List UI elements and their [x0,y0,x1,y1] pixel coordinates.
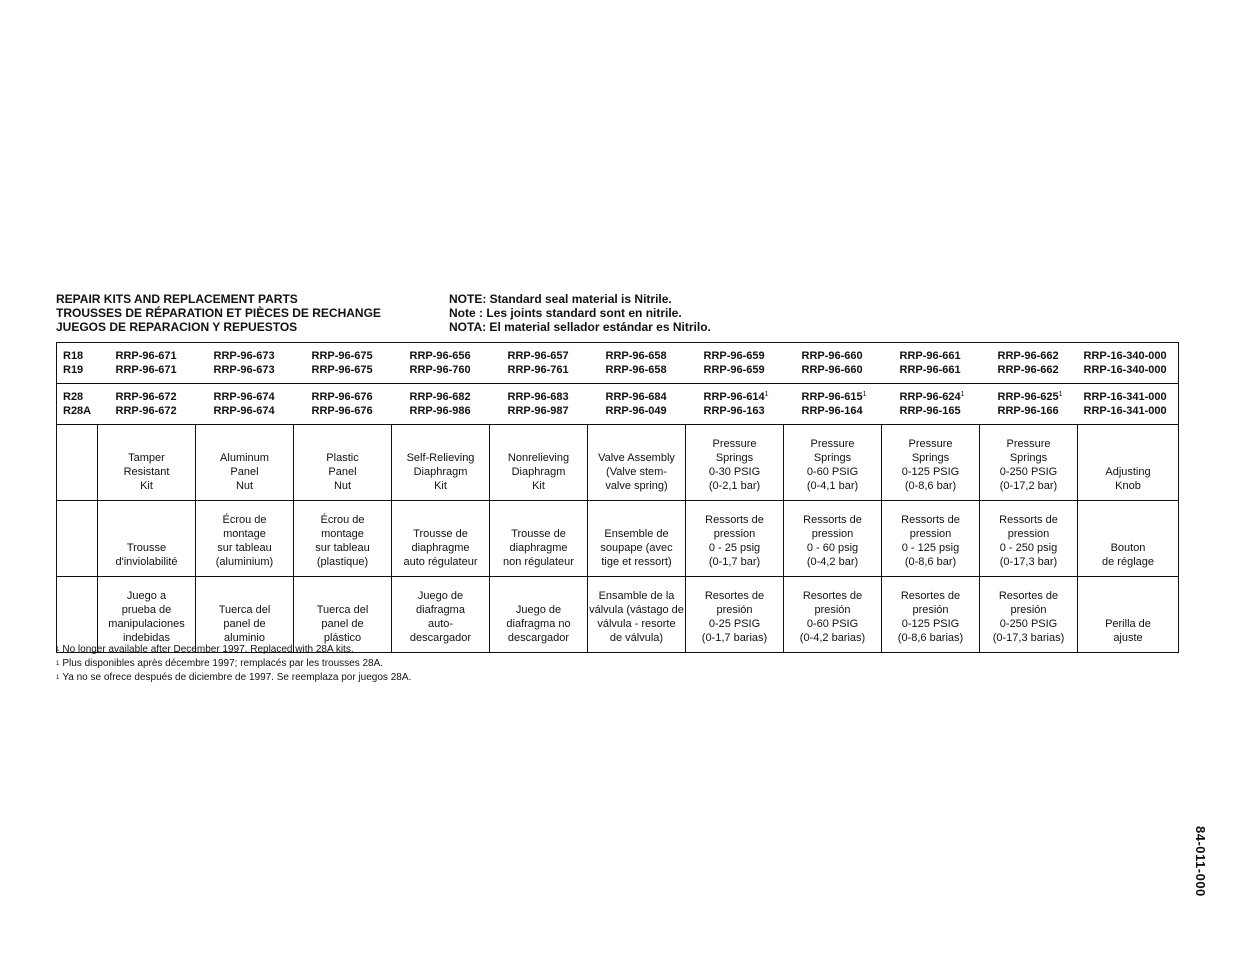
description-line: válvula (vástago de [589,604,684,616]
part-number-cell [784,343,882,384]
description-line: (0-8,6 bar) [904,480,957,492]
description-cell [784,425,882,501]
part-number-line [410,404,490,418]
kit-row [57,343,1179,384]
description-cell [588,425,686,501]
part-number-line [900,363,980,377]
description-line: Aluminum [220,452,269,464]
part-number: RRP-96-671 [115,364,177,376]
description-row-spanish [57,577,1179,653]
footnote-spanish [56,671,411,685]
description-line: (0-2,1 bar) [708,480,761,492]
footnote-reference: 1 [960,391,965,398]
seal-notes [449,292,711,334]
section-headings [56,292,381,334]
description-cell [196,577,294,653]
part-number-cell [882,343,980,384]
blank-cell [57,501,98,577]
description-line: Diaphragm [413,466,468,478]
model-label: R28 [63,391,84,403]
part-number: RRP-96-671 [115,350,177,362]
description-line: Juego de [515,604,562,616]
part-number: RRP-96-165 [899,405,961,417]
part-number-cell [196,343,294,384]
footnote-french [56,657,411,671]
part-number: RRP-96-675 [311,350,373,362]
part-number-line [508,349,588,363]
description-line: indebidas [122,632,171,644]
part-number: RRP-96-615 [801,391,863,403]
part-number-cell [686,343,784,384]
part-number-line [116,363,196,377]
description-line: 0-250 PSIG [999,618,1058,630]
part-number-line [802,404,882,418]
description-line: soupape (avec [600,542,673,554]
description-line: Tamper [128,452,165,464]
description-line: Trousse de [511,528,566,540]
description-cell [294,501,392,577]
part-number-cell [1078,384,1179,425]
description-line: Self-Relieving [406,452,475,464]
heading-french: TROUSSES DE RÉPARATION ET PIÈCES DE RECHANGE [56,306,381,320]
description-line: Tuerca del [316,604,369,616]
description-line: Kit [434,480,447,492]
model-label: R19 [63,364,84,376]
description-line: valve spring) [605,480,668,492]
part-number-line [606,349,686,363]
part-number-cell [490,384,588,425]
description-line: diafragma [416,604,465,616]
part-number-line [606,390,686,404]
description-line: 0 - 60 psig [806,542,859,554]
part-number-line [704,390,784,404]
description-line: plástico [323,632,362,644]
description-line: (0-4,1 bar) [806,480,859,492]
part-number-line [900,390,980,404]
part-number-line [998,349,1078,363]
kit-row [57,384,1179,425]
part-number-line [214,349,294,363]
description-line: Écrou de [320,514,365,526]
description-line: 0-25 PSIG [708,618,761,630]
description-line: Pressure [712,438,757,450]
description-line: manipulaciones [108,618,185,630]
description-line: Resortes de [900,590,961,602]
part-number-line [704,404,784,418]
description-line: panel de [321,618,364,630]
description-line: 0 - 250 psig [999,542,1058,554]
part-number-cell [588,343,686,384]
part-number: RRP-16-340-000 [1083,350,1167,362]
description-line: Nut [333,480,352,492]
footnote-text: Plus disponibles après décembre 1997; remplacés par les trousses 28A. [62,658,384,669]
description-line: (0-8,6 barias) [897,632,964,644]
part-number: RRP-96-624 [899,391,961,403]
part-number-line [312,363,392,377]
description-line: prueba de [121,604,172,616]
description-line: 0-30 PSIG [708,466,761,478]
description-line: Kit [532,480,545,492]
description-line: presión [814,604,851,616]
description-line: sur tableau [217,542,272,554]
description-line: (Valve stem- [606,466,667,478]
part-number-line [410,363,490,377]
description-line: Ressorts de [999,514,1058,526]
footnote-reference: 1 [764,391,769,398]
description-line: Resortes de [998,590,1059,602]
parts-table [56,342,1179,653]
description-line: Pressure [1006,438,1051,450]
description-line: 0 - 125 psig [901,542,960,554]
part-number: RRP-96-676 [311,405,373,417]
description-cell [490,577,588,653]
description-cell [1078,577,1179,653]
description-line: Springs [911,452,950,464]
part-number-line [1084,390,1173,404]
part-number: RRP-96-658 [605,364,667,376]
description-line: presión [1010,604,1047,616]
part-number-cell [98,384,196,425]
description-line: Knob [1115,480,1141,492]
description-line: Bouton [1110,542,1146,554]
part-number-line [410,349,490,363]
part-number: RRP-96-660 [801,350,863,362]
part-number-line [900,349,980,363]
note-english: NOTE: Standard seal material is Nitrile. [449,292,672,306]
part-number: RRP-96-658 [605,350,667,362]
part-number-cell [196,384,294,425]
part-number-cell [294,384,392,425]
description-line: descargador [507,632,570,644]
description-line: Ensamble de la [598,590,675,602]
description-cell [882,501,980,577]
part-number-line [1084,349,1173,363]
description-line: pression [811,528,854,540]
description-line: diafragma no [506,618,571,630]
description-line: 0-60 PSIG [806,618,859,630]
model-cell [57,343,98,384]
description-cell [196,501,294,577]
description-line: (aluminium) [215,556,274,568]
part-number-line [606,363,686,377]
part-number: RRP-96-657 [507,350,569,362]
part-number: RRP-96-674 [213,405,275,417]
description-line: Springs [813,452,852,464]
part-number: RRP-96-673 [213,350,275,362]
part-number-line [998,363,1078,377]
description-line: Pressure [908,438,953,450]
part-number: RRP-16-340-000 [1083,364,1167,376]
part-number: RRP-96-662 [997,350,1059,362]
model-label: R28A [63,405,92,417]
description-line: Panel [230,466,259,478]
part-number: RRP-96-676 [311,391,373,403]
description-line: descargador [409,632,472,644]
description-cell [98,425,196,501]
description-line: presión [912,604,949,616]
footnote-mark: 1 [56,675,60,681]
part-number: RRP-96-761 [507,364,569,376]
description-line: auto régulateur [403,556,478,568]
description-line: sur tableau [315,542,370,554]
part-number: RRP-96-684 [605,391,667,403]
description-line: auto- [427,618,454,630]
part-number-line [1084,363,1173,377]
description-cell [784,577,882,653]
description-line: 0 - 25 psig [708,542,761,554]
description-cell [784,501,882,577]
part-number: RRP-16-341-000 [1083,405,1167,417]
description-line: montage [223,528,266,540]
description-cell [588,577,686,653]
description-row-english [57,425,1179,501]
part-number: RRP-96-987 [507,405,569,417]
part-number-cell [882,384,980,425]
footnote-mark: 1 [56,647,60,653]
model-cell [57,384,98,425]
part-number: RRP-96-661 [899,364,961,376]
description-line: Juego a [126,590,167,602]
part-number-cell [392,343,490,384]
part-number-cell [980,384,1078,425]
description-line: Trousse [126,542,167,554]
description-line: Écrou de [222,514,267,526]
description-line: (0-4,2 bar) [806,556,859,568]
part-number: RRP-96-673 [213,364,275,376]
description-line: 0-60 PSIG [806,466,859,478]
description-line: d'inviolabilité [115,556,178,568]
description-line: non régulateur [503,556,574,568]
description-line: Plastic [326,452,359,464]
heading-spanish: JUEGOS DE REPARACION Y REPUESTOS [56,320,298,334]
description-cell [686,425,784,501]
part-number: RRP-96-659 [703,350,765,362]
part-number: RRP-96-986 [409,405,471,417]
description-cell [686,577,784,653]
description-cell [294,425,392,501]
part-number: RRP-96-662 [997,364,1059,376]
footnote-reference: 1 [1058,391,1063,398]
description-line: Ensemble de [604,528,669,540]
description-line: Valve Assembly [598,452,675,464]
description-cell [490,425,588,501]
description-cell [588,501,686,577]
part-number-cell [392,384,490,425]
description-line: (plastique) [316,556,369,568]
part-number-line [1084,404,1173,418]
description-line: presión [716,604,753,616]
part-number-cell [490,343,588,384]
description-line: Ressorts de [803,514,862,526]
part-number-line [508,390,588,404]
part-number-line [606,404,686,418]
part-number-line [116,390,196,404]
description-cell [686,501,784,577]
part-number: RRP-96-760 [409,364,471,376]
part-number-line [802,363,882,377]
part-number-cell [98,343,196,384]
part-number: RRP-16-341-000 [1083,391,1167,403]
description-line: pression [713,528,756,540]
description-cell [294,577,392,653]
description-cell [980,425,1078,501]
part-number-line [312,404,392,418]
description-line: (0-8,6 bar) [904,556,957,568]
description-line: diaphragme [509,542,568,554]
description-cell [98,577,196,653]
part-number-line [998,404,1078,418]
part-number: RRP-96-672 [115,391,177,403]
part-number-line [312,390,392,404]
description-line: Trousse de [413,528,468,540]
description-cell [1078,501,1179,577]
blank-cell [57,577,98,653]
description-line: Kit [140,480,153,492]
part-number: RRP-96-661 [899,350,961,362]
description-line: Nut [235,480,254,492]
part-number: RRP-96-049 [605,405,667,417]
description-line: 0-250 PSIG [999,466,1058,478]
description-cell [490,501,588,577]
description-line: ajuste [1113,632,1143,644]
description-line: de réglage [1102,556,1154,568]
description-line: tige et ressort) [601,556,672,568]
description-line: Tuerca del [218,604,271,616]
description-cell [392,577,490,653]
part-number-line [116,404,196,418]
description-line: Diaphragm [511,466,566,478]
document-number: 84-011-000 [1193,826,1208,897]
part-number-line [704,349,784,363]
description-line: panel de [223,618,266,630]
description-line: montage [321,528,364,540]
description-line: válvula - resorte [597,618,676,630]
description-line: Juego de [417,590,464,602]
part-number: RRP-96-164 [801,405,863,417]
part-number: RRP-96-683 [507,391,569,403]
part-number: RRP-96-674 [213,391,275,403]
description-cell [980,577,1078,653]
part-number-line [214,404,294,418]
description-line: (0-17,3 bar) [999,556,1058,568]
description-line: Perilla de [1105,618,1151,630]
part-number-cell [686,384,784,425]
footnote-text: No longer available after December 1997. Replaced with 28A kits. [62,644,354,655]
part-number-line [900,404,980,418]
footnote-english [56,643,411,657]
heading-english: REPAIR KITS AND REPLACEMENT PARTS [56,292,298,306]
description-line: (0-1,7 barias) [701,632,768,644]
description-line: Resistant [123,466,170,478]
description-line: Ressorts de [705,514,764,526]
part-number: RRP-96-166 [997,405,1059,417]
part-number: RRP-96-672 [115,405,177,417]
part-number-line [998,390,1078,404]
description-line: pression [909,528,952,540]
part-number-line [214,363,294,377]
description-cell [392,425,490,501]
model-label: R18 [63,350,84,362]
description-line: aluminio [224,632,265,644]
part-number-line [508,404,588,418]
part-number-cell [980,343,1078,384]
part-number: RRP-96-675 [311,364,373,376]
description-cell [98,501,196,577]
note-spanish: NOTA: El material sellador estándar es Nitrilo. [449,320,711,334]
description-line: pression [1007,528,1050,540]
part-number: RRP-96-163 [703,405,765,417]
description-line: Pressure [810,438,855,450]
description-line: (0-1,7 bar) [708,556,761,568]
part-number: RRP-96-625 [997,391,1059,403]
description-line: (0-17,3 barias) [992,632,1065,644]
part-number: RRP-96-659 [703,364,765,376]
part-number-line [802,390,882,404]
blank-cell [57,425,98,501]
description-row-french [57,501,1179,577]
description-cell [1078,425,1179,501]
description-cell [882,577,980,653]
description-line: de válvula) [609,632,664,644]
description-line: Adjusting [1105,466,1151,478]
part-number: RRP-96-682 [409,391,471,403]
description-cell [980,501,1078,577]
description-line: Nonrelieving [507,452,570,464]
description-line: Resortes de [704,590,765,602]
description-line: 0-125 PSIG [901,466,960,478]
part-number-line [410,390,490,404]
description-line: diaphragme [411,542,470,554]
part-number-line [214,390,294,404]
description-line: 0-125 PSIG [901,618,960,630]
part-number: RRP-96-660 [801,364,863,376]
description-line: Springs [1009,452,1048,464]
part-number-cell [294,343,392,384]
part-number-cell [588,384,686,425]
part-number-cell [1078,343,1179,384]
part-number-line [704,363,784,377]
part-number-line [508,363,588,377]
part-number: RRP-96-656 [409,350,471,362]
description-line: (0-17,2 bar) [999,480,1058,492]
description-line: (0-4,2 barias) [799,632,866,644]
footnote-reference: 1 [862,391,867,398]
footnote-mark: 1 [56,661,60,667]
footnote-text: Ya no se ofrece después de diciembre de 1997. Se reemplaza por juegos 28A. [62,672,412,683]
part-number-line [802,349,882,363]
description-cell [392,501,490,577]
description-cell [196,425,294,501]
part-number-cell [784,384,882,425]
description-line: Springs [715,452,754,464]
footnotes [56,643,411,685]
description-cell [882,425,980,501]
note-french: Note : Les joints standard sont en nitrile. [449,306,682,320]
part-number: RRP-96-614 [703,391,765,403]
description-line: Ressorts de [901,514,960,526]
description-line: Panel [328,466,357,478]
part-number-line [312,349,392,363]
part-number-line [116,349,196,363]
description-line: Resortes de [802,590,863,602]
